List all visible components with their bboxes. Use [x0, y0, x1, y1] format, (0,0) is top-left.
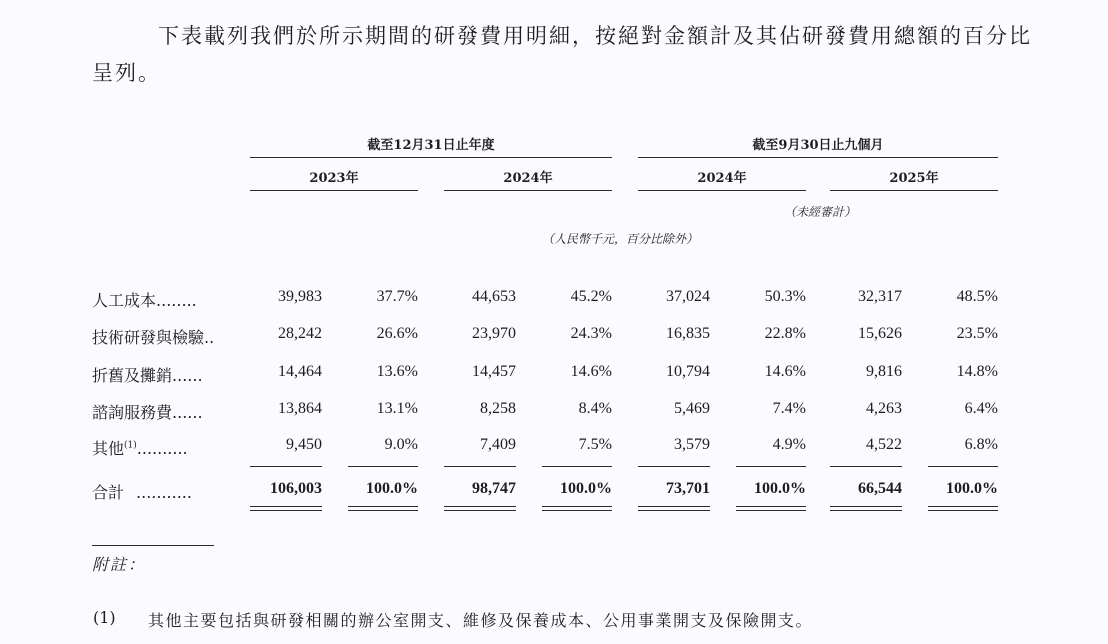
year-header-2024: 2024年 [503, 171, 553, 186]
footnote-ref: (1) [124, 440, 137, 451]
total-percent-cell: 100.0% [366, 480, 418, 497]
total-amount-cell: 106,003 [270, 480, 322, 497]
total-double-rule [736, 510, 806, 511]
subtotal-rule [830, 466, 902, 467]
percent-cell: 37.7% [376, 288, 418, 305]
amount-cell: 4,263 [866, 400, 902, 417]
total-double-rule [348, 510, 418, 511]
group-header-fiscal-year: 截至12月31日止年度 [367, 138, 495, 153]
total-percent-cell: 100.0% [754, 480, 806, 497]
amount-cell: 39,983 [278, 288, 322, 305]
row-label-text: 諮詢服務費 [92, 403, 173, 422]
year-rule [638, 190, 806, 191]
total-percent-cell: 100.0% [946, 480, 998, 497]
amount-cell: 3,579 [674, 436, 710, 453]
total-double-rule [830, 506, 902, 507]
percent-cell: 23.5% [956, 325, 998, 342]
percent-cell: 45.2% [570, 288, 612, 305]
percent-cell: 8.4% [578, 400, 612, 417]
row-label-text: 折舊及攤銷 [92, 366, 173, 385]
percent-cell: 14.6% [764, 363, 806, 380]
note-text: 其他主要包括與研發相關的辦公室開支、維修及保養成本、公用事業開支及保險開支。 [148, 611, 814, 630]
percent-cell: 6.8% [964, 436, 998, 453]
total-label-text: 合計 [92, 483, 125, 502]
total-amount-cell: 98,747 [472, 480, 516, 497]
subtotal-rule [444, 466, 516, 467]
total-double-rule [348, 506, 418, 507]
row-label-text: 技術研發與檢驗 [92, 328, 205, 347]
subtotal-rule [638, 466, 710, 467]
total-double-rule [830, 510, 902, 511]
total-double-rule [638, 510, 710, 511]
amount-cell: 13,864 [278, 400, 322, 417]
total-amount-cell: 73,701 [666, 480, 710, 497]
leader-dots: ........... [136, 483, 192, 502]
intro-paragraph: 下表載列我們於所示期間的研發費用明細，按絕對金額計及其佔研發費用總額的百分比呈列。 [92, 24, 1032, 85]
amount-cell: 37,024 [666, 288, 710, 305]
total-double-rule [444, 506, 516, 507]
amount-cell: 8,258 [480, 400, 516, 417]
amount-cell: 4,522 [866, 436, 902, 453]
year-rule [444, 190, 612, 191]
leader-dots: ...... [172, 403, 203, 422]
amount-cell: 14,464 [278, 363, 322, 380]
amount-cell: 28,242 [278, 325, 322, 342]
row-label-text: 人工成本 [92, 291, 157, 310]
year-header-2024-9m: 2024年 [697, 171, 747, 186]
total-double-rule [928, 510, 998, 511]
subtotal-rule [542, 466, 612, 467]
group-header-nine-months: 截至9月30日止九個月 [752, 138, 884, 153]
year-header-2023: 2023年 [309, 171, 359, 186]
percent-cell: 14.6% [570, 363, 612, 380]
total-double-rule [928, 506, 998, 507]
percent-cell: 13.6% [376, 363, 418, 380]
amount-cell: 7,409 [480, 436, 516, 453]
percent-cell: 7.5% [578, 436, 612, 453]
amount-cell: 9,816 [866, 363, 902, 380]
percent-cell: 13.1% [376, 400, 418, 417]
note-number: (1) [93, 608, 116, 627]
amount-cell: 16,835 [666, 325, 710, 342]
total-double-rule [542, 510, 612, 511]
subtotal-rule [250, 466, 322, 467]
amount-cell: 14,457 [472, 363, 516, 380]
percent-cell: 26.6% [376, 325, 418, 342]
total-double-rule [444, 510, 516, 511]
group-rule [250, 157, 612, 158]
year-rule [250, 190, 418, 191]
percent-cell: 24.3% [570, 325, 612, 342]
unaudited-note: （未經審計） [783, 205, 856, 219]
percent-cell: 50.3% [764, 288, 806, 305]
total-double-rule [736, 506, 806, 507]
subtotal-rule [348, 466, 418, 467]
amount-cell: 15,626 [858, 325, 902, 342]
percent-cell: 9.0% [384, 436, 418, 453]
amount-cell: 5,469 [674, 400, 710, 417]
total-double-rule [250, 510, 322, 511]
percent-cell: 7.4% [772, 400, 806, 417]
percent-cell: 48.5% [956, 288, 998, 305]
total-double-rule [250, 506, 322, 507]
amount-cell: 9,450 [286, 436, 322, 453]
subtotal-rule [928, 466, 998, 467]
unit-note: （人民幣千元，百分比除外） [541, 232, 698, 246]
leader-dots: ........ [156, 291, 197, 310]
leader-dots: .. [204, 328, 215, 347]
row-label [92, 288, 232, 311]
percent-cell: 4.9% [772, 436, 806, 453]
year-header-2025-9m: 2025年 [889, 171, 939, 186]
total-double-rule [542, 506, 612, 507]
percent-cell: 22.8% [764, 325, 806, 342]
row-label-text: 其他 [92, 439, 125, 458]
row-label [92, 436, 232, 459]
year-rule [830, 190, 998, 191]
total-label [92, 480, 232, 503]
amount-cell: 10,794 [666, 363, 710, 380]
percent-cell: 6.4% [964, 400, 998, 417]
subtotal-rule [736, 466, 806, 467]
row-label [92, 400, 232, 423]
total-double-rule [638, 506, 710, 507]
leader-dots: ...... [172, 366, 203, 385]
amount-cell: 44,653 [472, 288, 516, 305]
percent-cell: 14.8% [956, 363, 998, 380]
row-label [92, 325, 232, 348]
notes-rule [92, 545, 214, 546]
total-percent-cell: 100.0% [560, 480, 612, 497]
row-label [92, 363, 232, 386]
amount-cell: 32,317 [858, 288, 902, 305]
group-rule [638, 157, 998, 158]
notes-heading: 附註： [92, 555, 147, 574]
amount-cell: 23,970 [472, 325, 516, 342]
total-amount-cell: 66,544 [858, 480, 902, 497]
leader-dots: .......... [136, 439, 188, 458]
